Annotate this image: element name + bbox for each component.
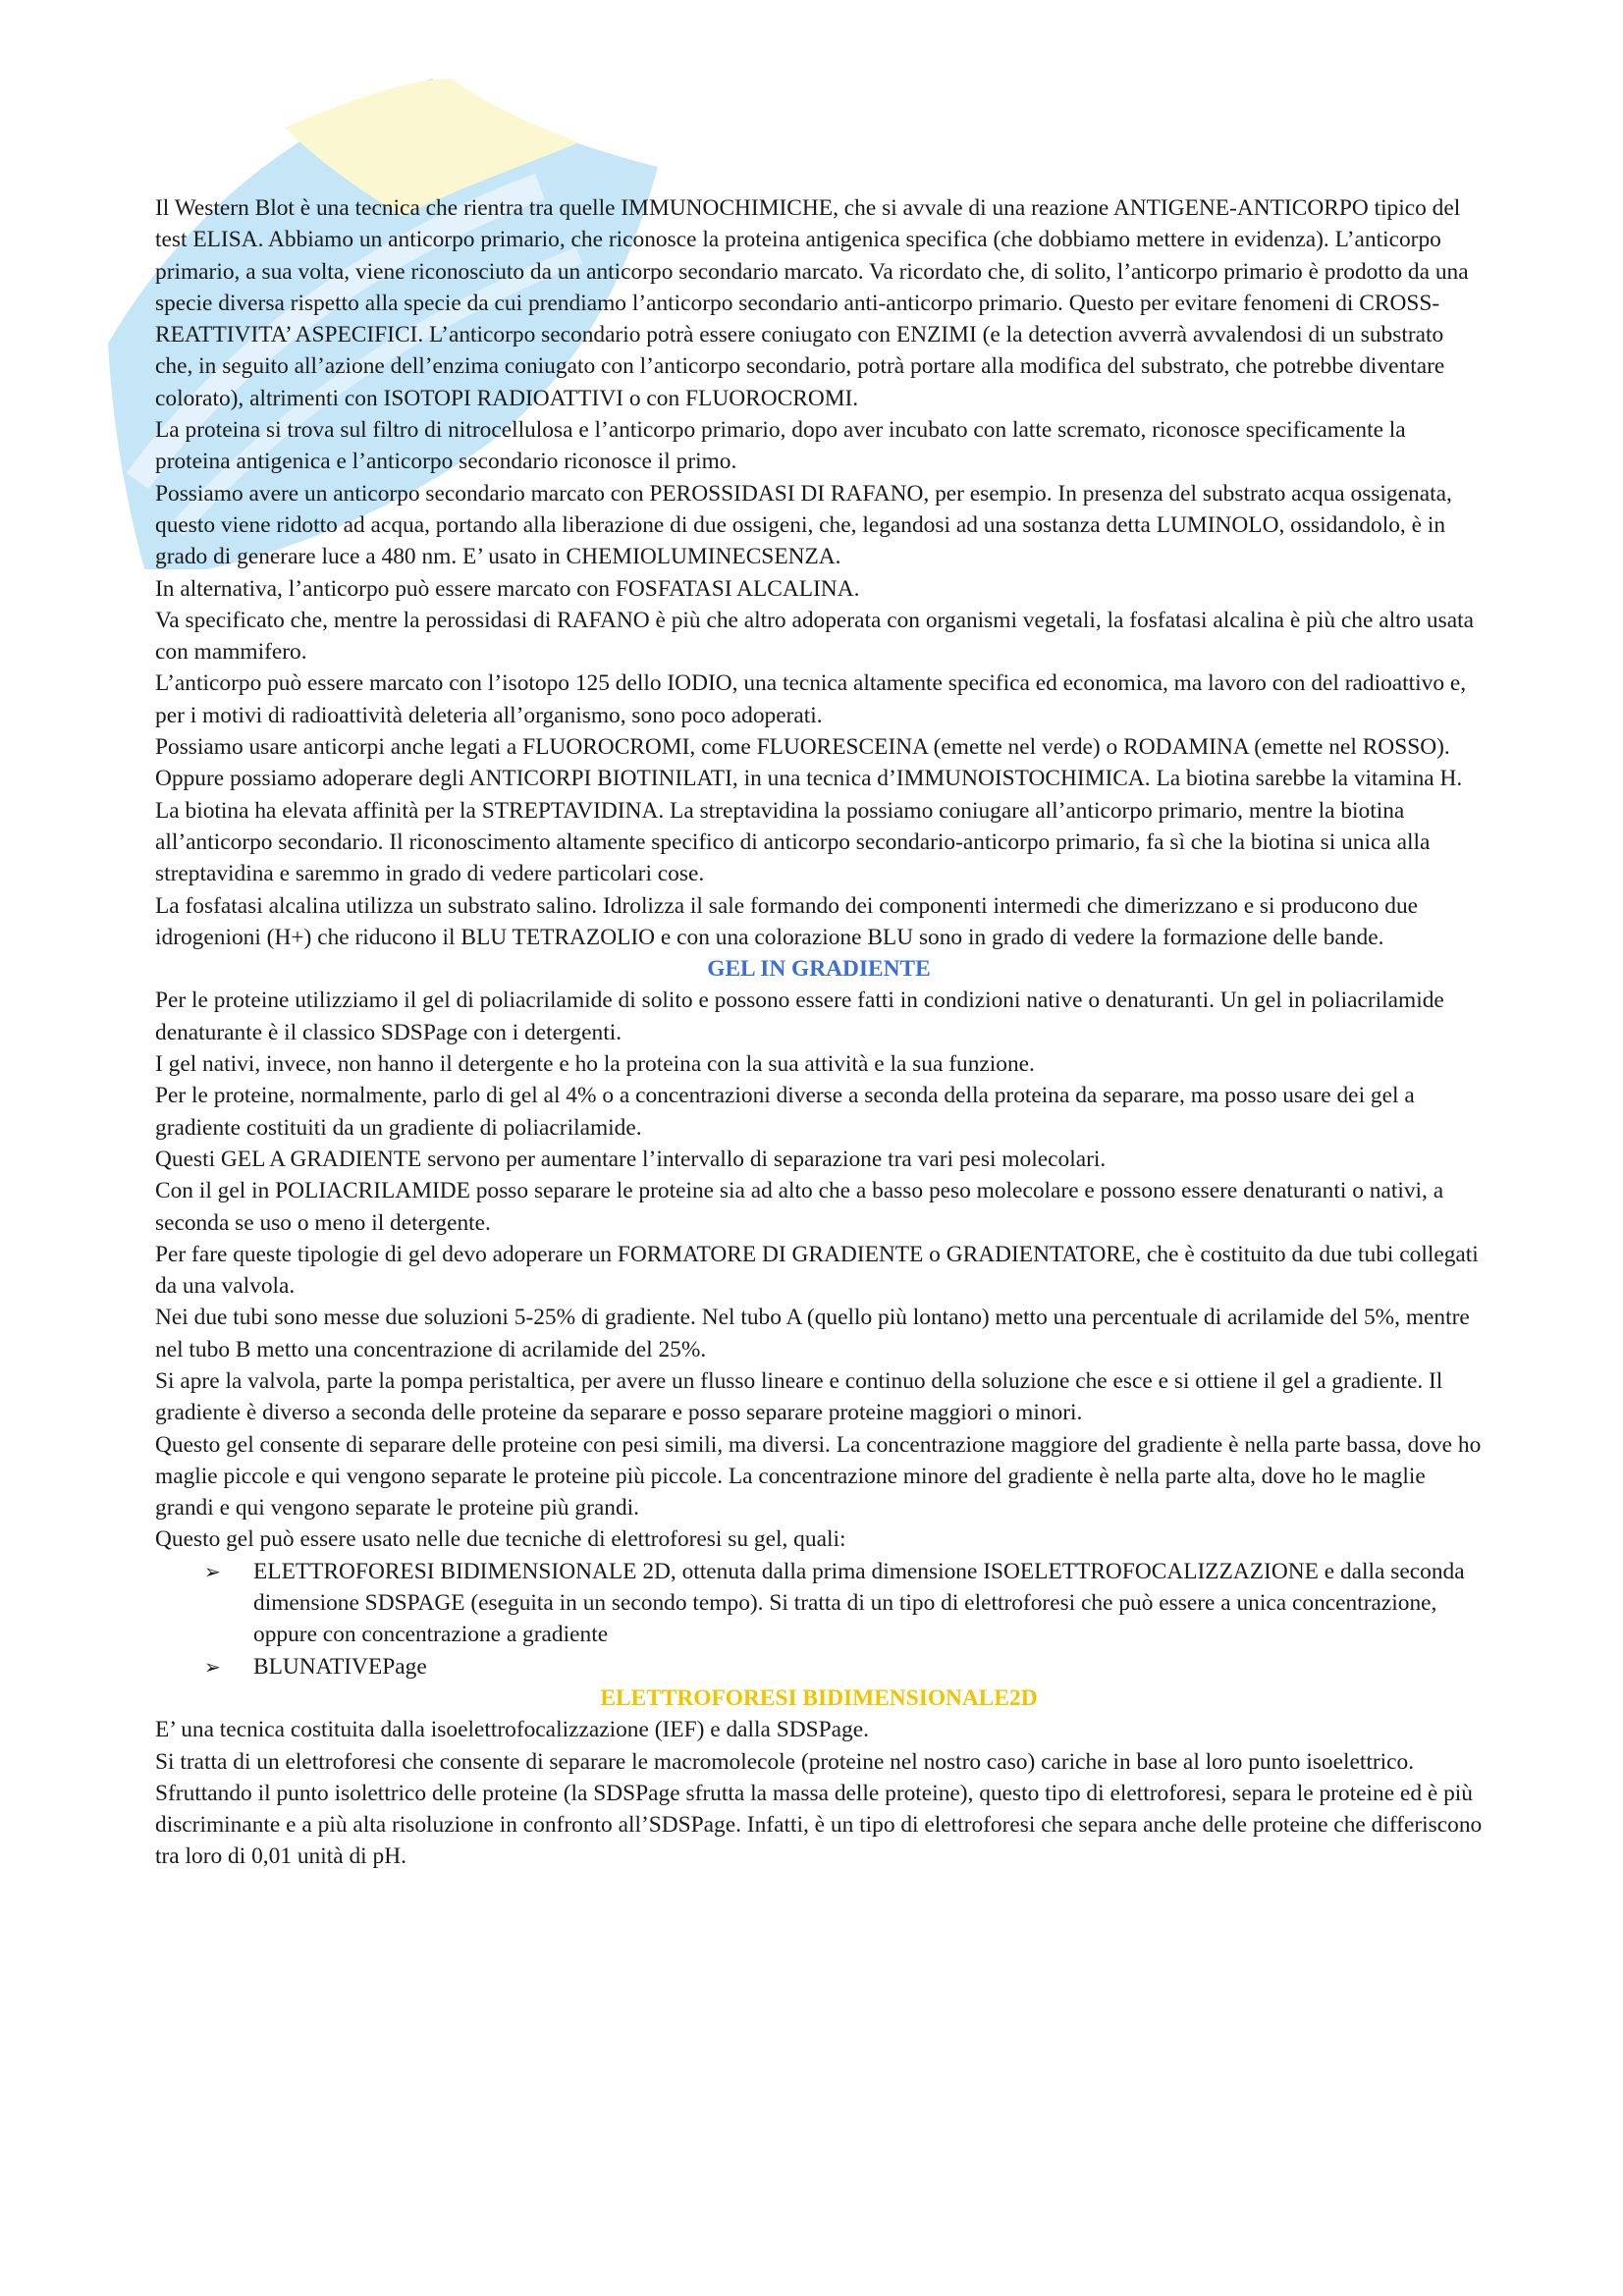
section-heading-elettroforesi-bidimensionale: ELETTROFORESI BIDIMENSIONALE2D <box>600 1684 1038 1711</box>
list-item-text: ELETTROFORESI BIDIMENSIONALE 2D, ottenuta dalla prima dimensione ISOELETTROFOCALIZZAZIONE e dalla seconda dimensione SDSPAGE (eseguita in un secondo tempo). Si tratta di un tipo di elettroforesi che può essere a unica concentrazione, oppure con concentrazione a gradiente <box>253 1558 1465 1648</box>
bullet-list <box>155 1556 1483 1682</box>
paragraph: Si apre la valvola, parte la pompa peristaltica, per avere un flusso lineare e continuo della soluzione che esce e si ottiene il gel a gradiente. Il gradiente è diverso a seconda delle proteine da separare e posso separare proteine maggiori o minori. <box>155 1367 1443 1426</box>
paragraph: Con il gel in POLIACRILAMIDE posso separare le proteine sia ad alto che a basso peso molecolare e possono essere denaturanti o nativi, a seconda se uso o meno il detergente. <box>155 1178 1444 1236</box>
paragraph: Il Western Blot è una tecnica che rientra tra quelle IMMUNOCHIMICHE, che si avvale di una reazione ANTIGENE-ANTICORPO tipico del test ELISA. Abbiamo un anticorpo primario, che riconosce la proteina antigenica specifica (che dobbiamo mettere in evidenza). L’anticorpo primario, a sua volta, viene riconosciuto da un anticorpo secondario marcato. Va ricordato che, di solito, l’anticorpo primario è prodotto da una specie diversa rispetto alla specie da cui prendiamo l’anticorpo secondario anti-anticorpo primario. Questo per evitare fenomeni di CROSS-REATTIVITA’ ASPECIFICI. L’anticorpo secondario potrà essere coniugato con ENZIMI (e la detection avverrà avvalendosi di un substrato che, in seguito all’azione dell’enzima coniugato con l’anticorpo secondario, potrà portare alla modifica del substrato, che potrebbe diventare colorato), altrimenti con ISOTOPI RADIOATTIVI o con FLUOROCROMI. <box>155 195 1469 411</box>
paragraph: Va specificato che, mentre la perossidasi di RAFANO è più che altro adoperata con organismi vegetali, la fosfatasi alcalina è più che altro usata con mammifero. <box>155 607 1474 666</box>
paragraph: L’anticorpo può essere marcato con l’isotopo 125 dello IODIO, una tecnica altamente specifica ed economica, ma lavoro con del radioattivo e, per i motivi di radioattività deleteria all’organismo, sono poco adoperati. <box>155 670 1467 728</box>
paragraph: Sfruttando il punto isolettrico delle proteine (la SDSPage sfrutta la massa delle proteine), questo tipo di elettroforesi, separa le proteine ed è più discriminante e a più alta risoluzione in confronto all’SDSPage. Infatti, è un tipo di elettroforesi che separa anche delle proteine che differiscono tra loro di 0,01 unità di pH. <box>155 1780 1483 1870</box>
list-item <box>204 1556 1483 1651</box>
paragraph: Per le proteine utilizziamo il gel di poliacrilamide di solito e possono essere fatti in condizioni native o denaturanti. Un gel in poliacrilamide denaturante è il classico SDSPage con i detergenti. <box>155 988 1444 1045</box>
paragraph: Per le proteine, normalmente, parlo di gel al 4% o a concentrazioni diverse a seconda della proteina da separare, ma posso usare dei gel a gradiente costituiti da un gradiente di poliacrilamide. <box>155 1083 1415 1141</box>
paragraph: Questi GEL A GRADIENTE servono per aumentare l’intervallo di separazione tra vari pesi molecolari. <box>155 1146 1107 1172</box>
list-item-text: BLUNATIVEPage <box>253 1653 427 1680</box>
paragraph: Questo gel consente di separare delle proteine con pesi simili, ma diversi. La concentrazione maggiore del gradiente è nella parte bassa, dove ho maglie piccole e qui vengono separate le proteine più piccole. La concentrazione minore del gradiente è nella parte alta, dove ho le maglie grandi e qui vengono separate le proteine più grandi. <box>155 1431 1482 1522</box>
paragraph: Per fare queste tipologie di gel devo adoperare un FORMATORE DI GRADIENTE o GRADIENTATORE, che è costituito da due tubi collegati da una valvola. <box>155 1241 1479 1300</box>
arrow-bullet-icon: ➢ <box>204 1559 221 1583</box>
paragraph: Oppure possiamo adoperare degli ANTICORPI BIOTINILATI, in una tecnica d’IMMUNOISTOCHIMICA. La biotina sarebbe la vitamina H. La biotina ha elevata affinità per la STREPTAVIDINA. La streptavidina la possiamo coniugare all’anticorpo primario, mentre la biotina all’anticorpo secondario. Il riconoscimento altamente specifico di anticorpo secondario-anticorpo primario, fa sì che la biotina si unica alla streptavidina e saremmo in grado di vedere particolari cose. <box>155 766 1463 887</box>
paragraph: Nei due tubi sono messe due soluzioni 5-25% di gradiente. Nel tubo A (quello più lontano) metto una percentuale di acrilamide del 5%, mentre nel tubo B metto una concentrazione di acrilamide del 25%. <box>155 1305 1470 1362</box>
paragraph: In alternativa, l’anticorpo può essere marcato con FOSFATASI ALCALINA. <box>155 575 860 602</box>
paragraph: Possiamo usare anticorpi anche legati a FLUOROCROMI, come FLUORESCEINA (emette nel verde) o RODAMINA (emette nel ROSSO). <box>155 734 1450 761</box>
paragraph: La fosfatasi alcalina utilizza un substrato salino. Idrolizza il sale formando dei componenti intermedi che dimerizzano e si producono due idrogenioni (H+) che riducono il BLU TETRAZOLIO e con una colorazione BLU sono in grado di vedere la formazione delle bande. <box>155 892 1419 950</box>
paragraph: Si tratta di un elettroforesi che consente di separare le macromolecole (proteine nel nostro caso) cariche in base al loro punto isoelettrico. <box>155 1748 1415 1775</box>
paragraph: La proteina si trova sul filtro di nitrocellulosa e l’anticorpo primario, dopo aver incubato con latte scremato, riconosce specificamente la proteina antigenica e l’anticorpo secondario riconosce il primo. <box>155 417 1406 475</box>
document-page <box>155 192 1483 1873</box>
paragraph: Possiamo avere un anticorpo secondario marcato con PEROSSIDASI DI RAFANO, per esempio. In presenza del substrato acqua ossigenata, questo viene ridotto ad acqua, portando alla liberazione di due ossigeni, che, legandosi ad una sostanza detta LUMINOLO, ossidandolo, è in grado di generare luce a 480 nm. E’ usato in CHEMIOLUMINECSENZA. <box>155 480 1452 570</box>
section-heading-gel-in-gradiente: GEL IN GRADIENTE <box>707 956 931 983</box>
paragraph: I gel nativi, invece, non hanno il detergente e ho la proteina con la sua attività e la sua funzione. <box>155 1051 1035 1078</box>
paragraph: E’ una tecnica costituita dalla isoelettrofocalizzazione (IEF) e dalla SDSPage. <box>155 1717 869 1743</box>
list-item <box>204 1651 1483 1682</box>
arrow-bullet-icon: ➢ <box>204 1654 221 1679</box>
paragraph: Questo gel può essere usato nelle due tecniche di elettroforesi su gel, quali: <box>155 1526 846 1553</box>
